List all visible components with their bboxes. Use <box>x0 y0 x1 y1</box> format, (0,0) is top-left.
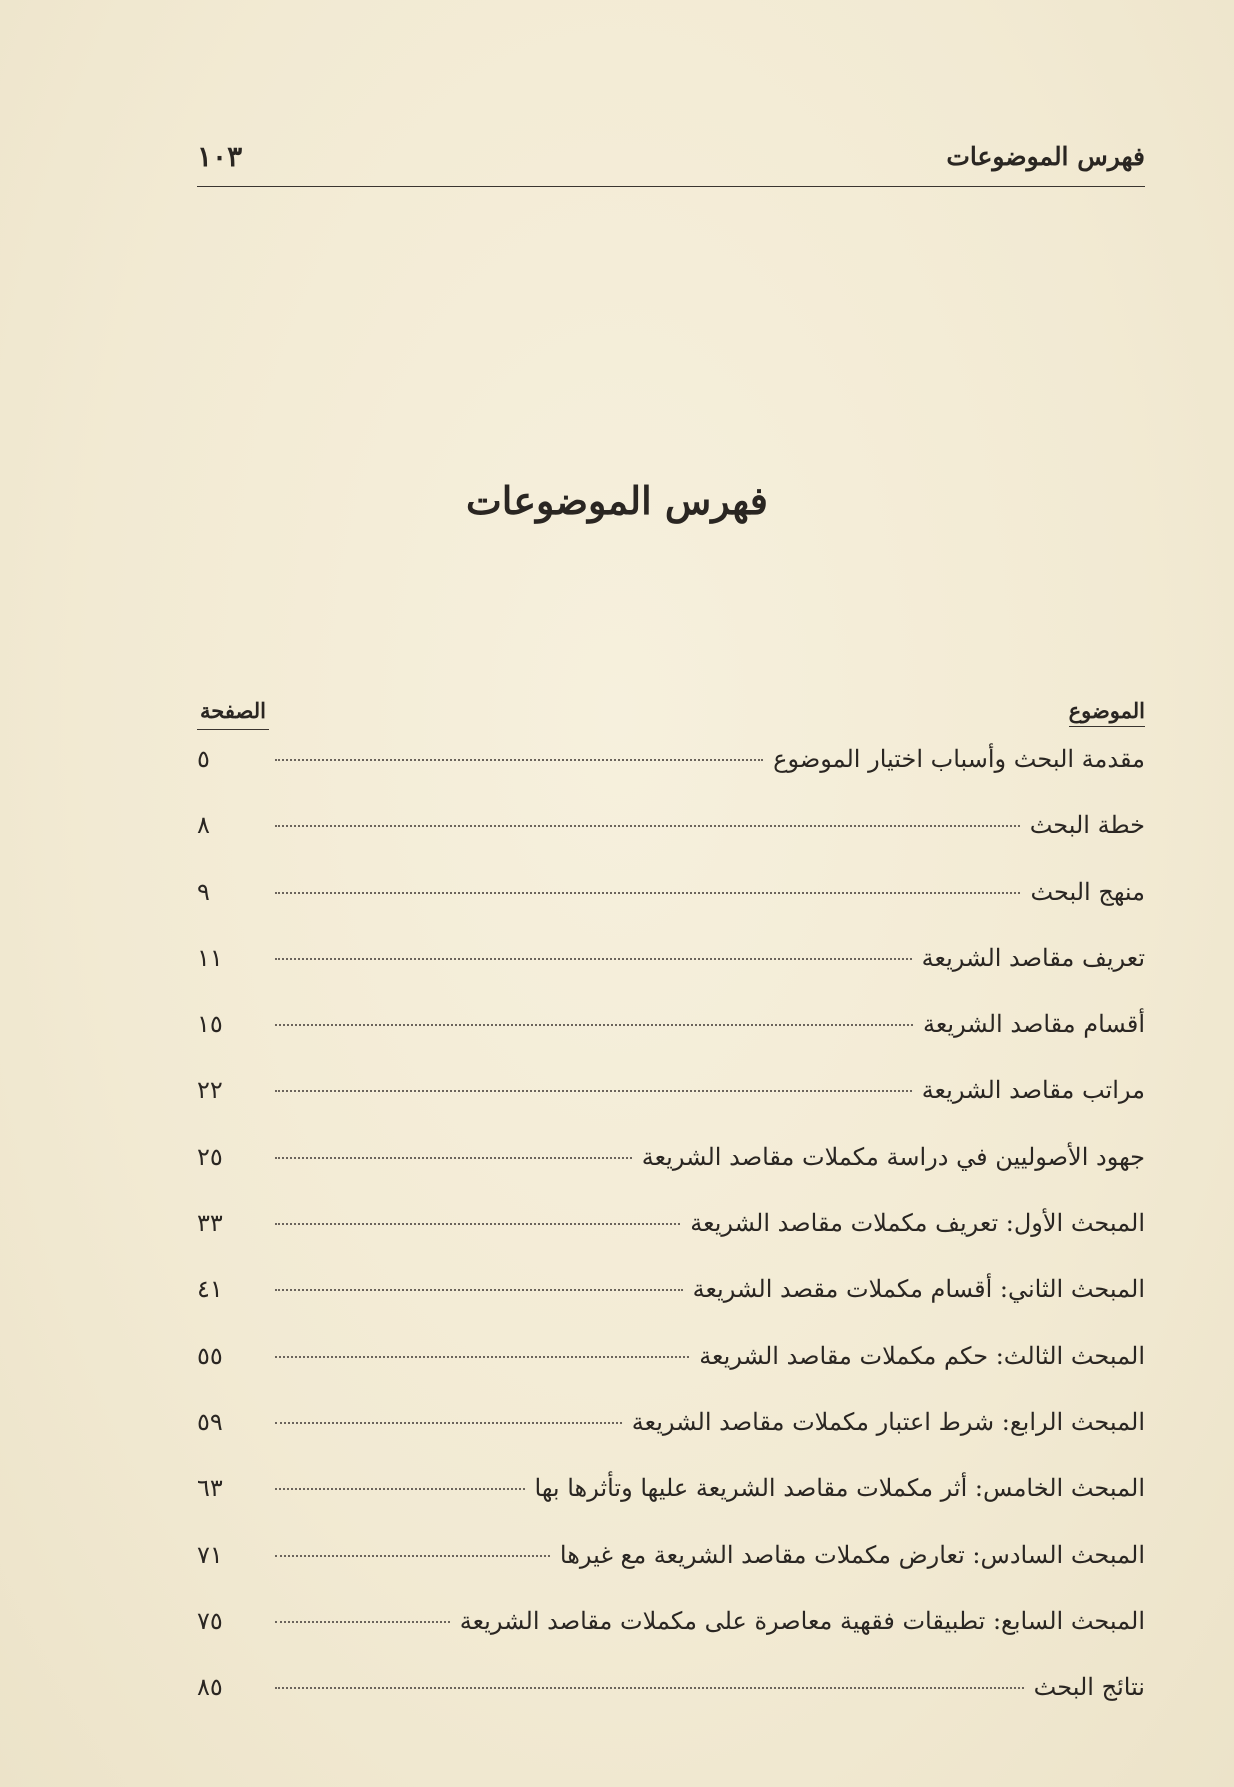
toc-entry <box>197 1408 1145 1474</box>
toc-entry <box>197 1076 1145 1142</box>
dot-leader <box>275 1090 912 1092</box>
toc-entry-title: المبحث السابع: تطبيقات فقهية معاصرة على مكملات مقاصد الشريعة <box>459 1606 1145 1635</box>
toc-entry <box>197 1673 1145 1739</box>
dot-leader <box>275 958 912 960</box>
topic-column-header: الموضوع <box>1069 698 1145 727</box>
page-number: ١٠٣ <box>197 140 243 173</box>
running-header <box>197 140 1145 187</box>
dot-leader <box>275 1289 683 1291</box>
toc-entry-page: ٧١ <box>197 1540 223 1569</box>
toc-entry <box>197 1607 1145 1673</box>
page-title: فهرس الموضوعات <box>466 478 768 523</box>
toc-entry <box>197 745 1145 811</box>
toc-entry-title: مراتب مقاصد الشريعة <box>921 1076 1145 1105</box>
toc-entry-title: منهج البحث <box>1030 877 1145 906</box>
dot-leader <box>275 759 763 761</box>
toc-entry-page: ١١ <box>197 943 223 972</box>
toc-entry-page: ٨ <box>197 811 210 840</box>
page-column-header: الصفحة <box>197 698 269 730</box>
toc-entry-title: نتائج البحث <box>1033 1673 1145 1702</box>
dot-leader <box>275 1555 550 1557</box>
toc-entry-page: ٦٣ <box>197 1474 223 1503</box>
toc-entry-page: ٩ <box>197 877 210 906</box>
toc-entry <box>197 1474 1145 1540</box>
toc-entry <box>197 811 1145 877</box>
table-of-contents <box>197 745 1145 1739</box>
dot-leader <box>275 1621 450 1623</box>
dot-leader <box>275 1223 680 1225</box>
toc-entry-page: ٧٥ <box>197 1606 223 1635</box>
toc-entry-title: المبحث الأول: تعريف مكملات مقاصد الشريعة <box>690 1209 1145 1238</box>
toc-entry <box>197 1541 1145 1607</box>
toc-entry-title: مقدمة البحث وأسباب اختيار الموضوع <box>773 745 1145 773</box>
dot-leader <box>275 1687 1024 1689</box>
toc-entry-title: المبحث الثالث: حكم مكملات مقاصد الشريعة <box>699 1341 1145 1370</box>
toc-entry <box>197 1209 1145 1275</box>
toc-entry-page: ٢٥ <box>197 1142 223 1171</box>
dot-leader <box>275 1422 622 1424</box>
dot-leader <box>275 1356 689 1358</box>
dot-leader <box>275 1024 913 1026</box>
column-headers <box>197 698 1145 740</box>
toc-entry-title: تعريف مقاصد الشريعة <box>921 943 1145 972</box>
toc-entry-page: ٨٥ <box>197 1673 223 1702</box>
toc-entry-page: ١٥ <box>197 1010 223 1039</box>
toc-entry <box>197 1143 1145 1209</box>
toc-entry-page: ٢٢ <box>197 1076 223 1105</box>
dot-leader <box>275 1157 632 1159</box>
toc-entry-title: جهود الأصوليين في دراسة مكملات مقاصد الشريعة <box>641 1142 1145 1171</box>
dot-leader <box>275 892 1020 894</box>
toc-entry-title: المبحث الرابع: شرط اعتبار مكملات مقاصد الشريعة <box>631 1407 1145 1436</box>
toc-entry-title: المبحث الخامس: أثر مكملات مقاصد الشريعة عليها وتأثرها بها <box>534 1474 1145 1503</box>
dot-leader <box>275 825 1020 827</box>
running-title: فهرس الموضوعات <box>946 142 1145 171</box>
toc-entry <box>197 1342 1145 1408</box>
toc-entry-title: خطة البحث <box>1029 811 1145 840</box>
toc-entry-page: ٤١ <box>197 1275 223 1304</box>
toc-entry-page: ٥ <box>197 745 210 773</box>
toc-entry <box>197 1275 1145 1341</box>
toc-entry-page: ٣٣ <box>197 1209 223 1238</box>
toc-entry-title: المبحث الثاني: أقسام مكملات مقصد الشريعة <box>692 1275 1145 1304</box>
toc-entry-page: ٥٥ <box>197 1341 223 1370</box>
toc-entry-title: أقسام مقاصد الشريعة <box>922 1010 1145 1039</box>
toc-entry-page: ٥٩ <box>197 1407 223 1436</box>
toc-entry <box>197 878 1145 944</box>
toc-entry <box>197 1010 1145 1076</box>
toc-entry <box>197 944 1145 1010</box>
dot-leader <box>275 1488 525 1490</box>
toc-entry-title: المبحث السادس: تعارض مكملات مقاصد الشريعة مع غيرها <box>559 1540 1145 1569</box>
